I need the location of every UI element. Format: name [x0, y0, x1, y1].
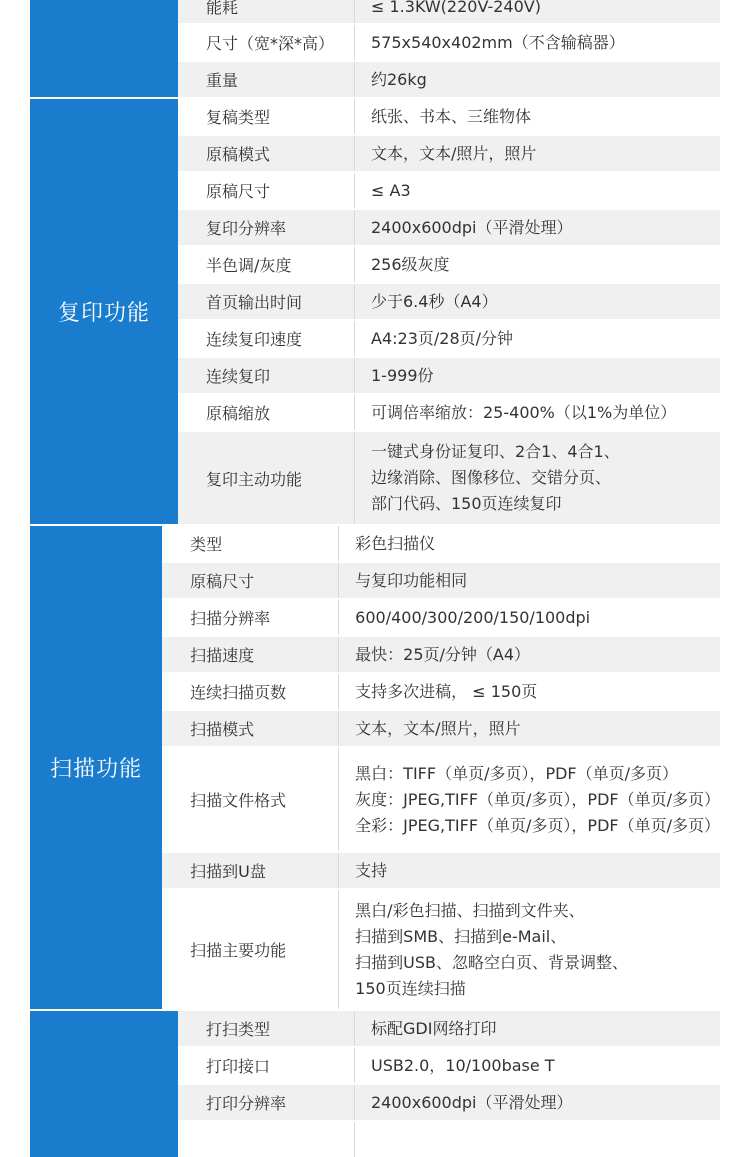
- spec-value: [354, 321, 720, 356]
- spec-value: [354, 284, 720, 319]
- spec-key: 原稿尺寸: [190, 572, 255, 591]
- spec-value-line: 575x540x402mm（不含输稿器）: [371, 32, 625, 52]
- spec-key: 连续扫描页数: [190, 683, 287, 702]
- spec-row: [178, 1083, 720, 1120]
- spec-key: 半色调/灰度: [206, 256, 292, 275]
- spec-value: [354, 1085, 720, 1120]
- spec-key: 首页输出时间: [206, 293, 303, 312]
- spec-value: [354, 395, 720, 430]
- spec-key: 连续复印: [206, 367, 271, 386]
- spec-value-line: 支持多次进稿， ≤ 150页: [355, 681, 538, 701]
- spec-value: [338, 637, 720, 672]
- spec-key: 重量: [206, 71, 239, 90]
- spec-value: [354, 136, 720, 171]
- spec-value: [338, 600, 720, 635]
- spec-row: [178, 60, 720, 97]
- spec-row: [162, 746, 720, 851]
- spec-value: [354, 1011, 720, 1046]
- spec-value: [354, 1122, 720, 1157]
- spec-row: [162, 672, 720, 709]
- spec-value-line: 2400x600dpi（平滑处理）: [371, 217, 573, 237]
- spec-row: [178, 171, 720, 208]
- spec-row: [178, 23, 720, 60]
- spec-row: [162, 524, 720, 561]
- spec-value-line: 纸张、书本、三维物体: [371, 106, 532, 126]
- spec-section: [30, 524, 720, 1009]
- spec-value: [338, 890, 720, 1009]
- spec-row: [178, 134, 720, 171]
- spec-value-line: ≤ 1.3KW(220V-240V): [371, 0, 541, 16]
- spec-row: [178, 393, 720, 430]
- spec-value-line: 标配GDI网络打印: [371, 1018, 497, 1038]
- spec-value: [338, 711, 720, 746]
- spec-value-line: 256级灰度: [371, 254, 450, 274]
- spec-row: [178, 208, 720, 245]
- spec-row: [162, 709, 720, 746]
- spec-value-line: 约26kg: [371, 69, 427, 89]
- spec-value-line: 1-999份: [371, 365, 434, 385]
- spec-value: [354, 247, 720, 282]
- spec-row: [162, 888, 720, 1009]
- spec-row: [178, 1120, 720, 1157]
- spec-value: [354, 210, 720, 245]
- spec-row: [162, 561, 720, 598]
- spec-key: 原稿模式: [206, 145, 271, 164]
- spec-value-line: 文本，文本/照片，照片: [355, 718, 521, 738]
- spec-value-line: 2400x600dpi（平滑处理）: [371, 1092, 573, 1112]
- spec-value-line: A4:23页/28页/分钟: [371, 328, 514, 348]
- spec-value: [338, 748, 720, 851]
- section-label: [30, 1009, 178, 1157]
- spec-value-line: ≤ A3: [371, 180, 411, 200]
- spec-value: [354, 358, 720, 393]
- spec-value: [338, 526, 720, 561]
- spec-section: [30, 97, 720, 524]
- spec-key: 类型: [190, 535, 223, 554]
- spec-value-line: 扫描到USB、忽略空白页、背景调整、: [355, 952, 629, 972]
- spec-value-line: 部门代码、150页连续复印: [371, 494, 562, 513]
- spec-value-line: 一键式身份证复印、2合1、4合1、: [371, 442, 620, 461]
- spec-row: [178, 430, 720, 524]
- spec-table: [30, 0, 720, 1157]
- spec-key: 扫描模式: [190, 720, 255, 739]
- spec-row: [178, 319, 720, 356]
- spec-key: 连续复印速度: [206, 330, 303, 349]
- spec-key: [178, 1122, 354, 1157]
- spec-row: [178, 0, 720, 23]
- spec-value-line: 600/400/300/200/150/100dpi: [355, 607, 591, 627]
- spec-row: [178, 245, 720, 282]
- spec-key: 扫描文件格式: [190, 791, 287, 810]
- spec-value-line: 与复印功能相同: [355, 570, 468, 590]
- spec-key: 尺寸（宽*深*高）: [206, 34, 335, 53]
- spec-row: [162, 598, 720, 635]
- spec-value: [354, 1048, 720, 1083]
- spec-key: 复印分辨率: [206, 219, 287, 238]
- spec-key: 复印主动功能: [206, 469, 303, 489]
- spec-value-line: 彩色扫描仪: [355, 533, 436, 553]
- spec-key: 打印接口: [206, 1057, 271, 1076]
- spec-key: 原稿尺寸: [206, 182, 271, 201]
- spec-key: 打印分辨率: [206, 1094, 287, 1113]
- spec-section: [30, 0, 720, 97]
- spec-row: [178, 1009, 720, 1046]
- spec-value: [338, 674, 720, 709]
- spec-row: [178, 1046, 720, 1083]
- spec-value-line: 边缘消除、图像移位、交错分页、: [371, 468, 612, 487]
- spec-value-line: 文本，文本/照片，照片: [371, 143, 537, 163]
- spec-value: [354, 173, 720, 208]
- spec-value: [354, 432, 720, 524]
- spec-row: [178, 97, 720, 134]
- spec-key: 扫描到U盘: [190, 862, 266, 881]
- section-label: [30, 0, 178, 97]
- spec-value-line: 全彩：JPEG,TIFF（单页/多页），PDF（单页/多页）: [355, 815, 720, 835]
- spec-key: 扫描主要功能: [190, 941, 287, 960]
- spec-key: 原稿缩放: [206, 404, 271, 423]
- spec-row: [178, 282, 720, 319]
- spec-value-line: 可调倍率缩放：25-400%（以1%为单位）: [371, 402, 677, 422]
- spec-value-line: 少于6.4秒（A4）: [371, 291, 498, 311]
- spec-value-line: 扫描到SMB、扫描到e-Mail、: [355, 926, 567, 946]
- spec-value-line: 支持: [355, 860, 388, 880]
- spec-key: 扫描分辨率: [190, 609, 271, 628]
- spec-value: [338, 853, 720, 888]
- spec-row: [162, 851, 720, 888]
- spec-row: [162, 635, 720, 672]
- spec-value-line: 最快：25页/分钟（A4）: [355, 644, 531, 664]
- section-label: 复印功能: [30, 97, 178, 524]
- spec-key: 能耗: [206, 0, 239, 17]
- spec-value: [354, 62, 720, 97]
- spec-value-line: 黑白：TIFF（单页/多页），PDF（单页/多页）: [355, 763, 679, 783]
- section-label: 扫描功能: [30, 524, 162, 1009]
- spec-value-line: USB2.0，10/100base T: [371, 1055, 555, 1075]
- spec-value-line: 黑白/彩色扫描、扫描到文件夹、: [355, 900, 585, 920]
- spec-value-line: 150页连续扫描: [355, 978, 466, 998]
- spec-key: 复稿类型: [206, 108, 271, 127]
- spec-key: 扫描速度: [190, 646, 255, 665]
- spec-section: [30, 1009, 720, 1157]
- spec-value: [354, 25, 720, 60]
- spec-value: [354, 0, 720, 23]
- spec-value: [354, 99, 720, 134]
- spec-value-line: 灰度：JPEG,TIFF（单页/多页），PDF（单页/多页）: [355, 789, 720, 809]
- spec-row: [178, 356, 720, 393]
- spec-value: [338, 563, 720, 598]
- spec-key: 打扫类型: [206, 1020, 271, 1039]
